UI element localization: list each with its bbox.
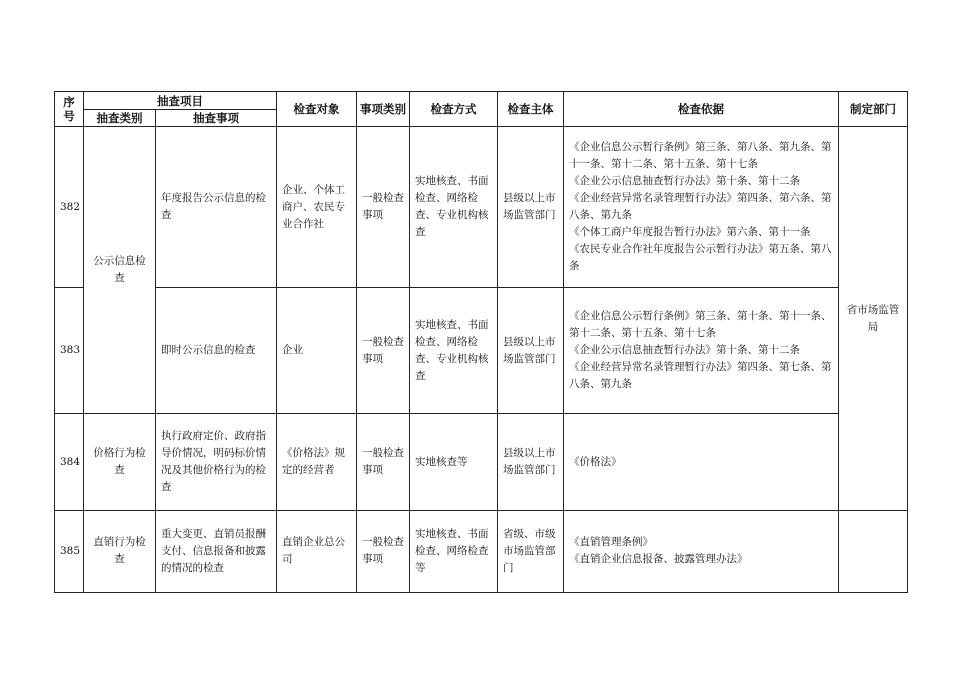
basis-line: 《企业信息公示暂行条例》第三条、第八条、第九条、第十一条、第十二条、第十五条、第十七条 bbox=[569, 141, 832, 171]
basis-cell bbox=[564, 287, 839, 414]
table-row bbox=[55, 510, 908, 592]
seq-cell: 385 bbox=[55, 510, 84, 592]
matter-type-cell: 一般检查事项 bbox=[357, 287, 410, 414]
subject-cell: 县级以上市场监管部门 bbox=[498, 414, 564, 510]
basis-line: 《直销企业信息报备、披露管理办法》 bbox=[569, 553, 748, 566]
basis-line: 《企业公示信息抽查暂行办法》第十条、第十二条 bbox=[569, 175, 800, 188]
basis-line: 《直销管理条例》 bbox=[569, 536, 653, 549]
header-category: 抽查类别 bbox=[84, 110, 156, 127]
header-basis: 检查依据 bbox=[564, 92, 839, 127]
method-cell: 实地核查、书面检查、网络检查等 bbox=[410, 510, 498, 592]
seq-cell: 382 bbox=[55, 127, 84, 287]
subject-cell: 县级以上市场监管部门 bbox=[498, 127, 564, 287]
dept-cell-empty bbox=[839, 510, 908, 592]
header-matter: 抽查事项 bbox=[156, 110, 277, 127]
seq-cell: 383 bbox=[55, 287, 84, 414]
header-target: 检查对象 bbox=[277, 92, 357, 127]
basis-line: 《价格法》 bbox=[569, 455, 622, 468]
header-subject: 检查主体 bbox=[498, 92, 564, 127]
table-row bbox=[55, 287, 908, 414]
method-cell: 实地核查、书面检查、网络检查、专业机构核查 bbox=[410, 127, 498, 287]
basis-cell bbox=[564, 127, 839, 287]
basis-line: 《企业经营异常名录管理暂行办法》第四条、第七条、第八条、第九条 bbox=[569, 361, 832, 391]
dept-cell: 省市场监管局 bbox=[839, 127, 908, 510]
seq-cell: 384 bbox=[55, 414, 84, 510]
category-cell: 直销行为检查 bbox=[84, 510, 156, 592]
matter-type-cell: 一般检查事项 bbox=[357, 127, 410, 287]
subject-cell: 省级、市级市场监管部门 bbox=[498, 510, 564, 592]
matter-cell: 年度报告公示信息的检查 bbox=[156, 127, 277, 287]
basis-line: 《企业经营异常名录管理暂行办法》第四条、第六条、第八条、第九条 bbox=[569, 192, 832, 222]
table-row bbox=[55, 127, 908, 287]
matter-type-cell: 一般检查事项 bbox=[357, 414, 410, 510]
target-cell: 《价格法》规定的经营者 bbox=[277, 414, 357, 510]
method-cell: 实地核查等 bbox=[410, 414, 498, 510]
table-row bbox=[55, 414, 908, 510]
category-cell: 价格行为检查 bbox=[84, 414, 156, 510]
subject-cell: 县级以上市场监管部门 bbox=[498, 287, 564, 414]
inspection-table bbox=[54, 91, 908, 593]
target-cell: 企业、个体工商户、农民专业合作社 bbox=[277, 127, 357, 287]
method-cell: 实地核查、书面检查、网络检查、专业机构核查 bbox=[410, 287, 498, 414]
basis-cell bbox=[564, 510, 839, 592]
basis-cell bbox=[564, 414, 839, 510]
basis-line: 《企业公示信息抽查暂行办法》第十条、第十二条 bbox=[569, 344, 800, 357]
header-seq: 序号 bbox=[55, 92, 84, 127]
header-item-group: 抽查项目 bbox=[84, 92, 277, 110]
basis-line: 《企业信息公示暂行条例》第三条、第十条、第十一条、第十二条、第十五条、第十七条 bbox=[569, 310, 832, 340]
matter-cell: 执行政府定价、政府指导价情况，明码标价情况及其他价格行为的检查 bbox=[156, 414, 277, 510]
header-matter-type: 事项类别 bbox=[357, 92, 410, 127]
target-cell: 直销企业总公司 bbox=[277, 510, 357, 592]
matter-cell: 重大变更、直销员报酬支付、信息报备和披露的情况的检查 bbox=[156, 510, 277, 592]
header-dept: 制定部门 bbox=[839, 92, 908, 127]
target-cell: 企业 bbox=[277, 287, 357, 414]
matter-type-cell: 一般检查事项 bbox=[357, 510, 410, 592]
header-method: 检查方式 bbox=[410, 92, 498, 127]
category-cell: 公示信息检查 bbox=[84, 127, 156, 414]
basis-line: 《个体工商户年度报告暂行办法》第六条、第十一条 bbox=[569, 226, 811, 239]
matter-cell: 即时公示信息的检查 bbox=[156, 287, 277, 414]
basis-line: 《农民专业合作社年度报告公示暂行办法》第五条、第八条 bbox=[569, 243, 832, 273]
